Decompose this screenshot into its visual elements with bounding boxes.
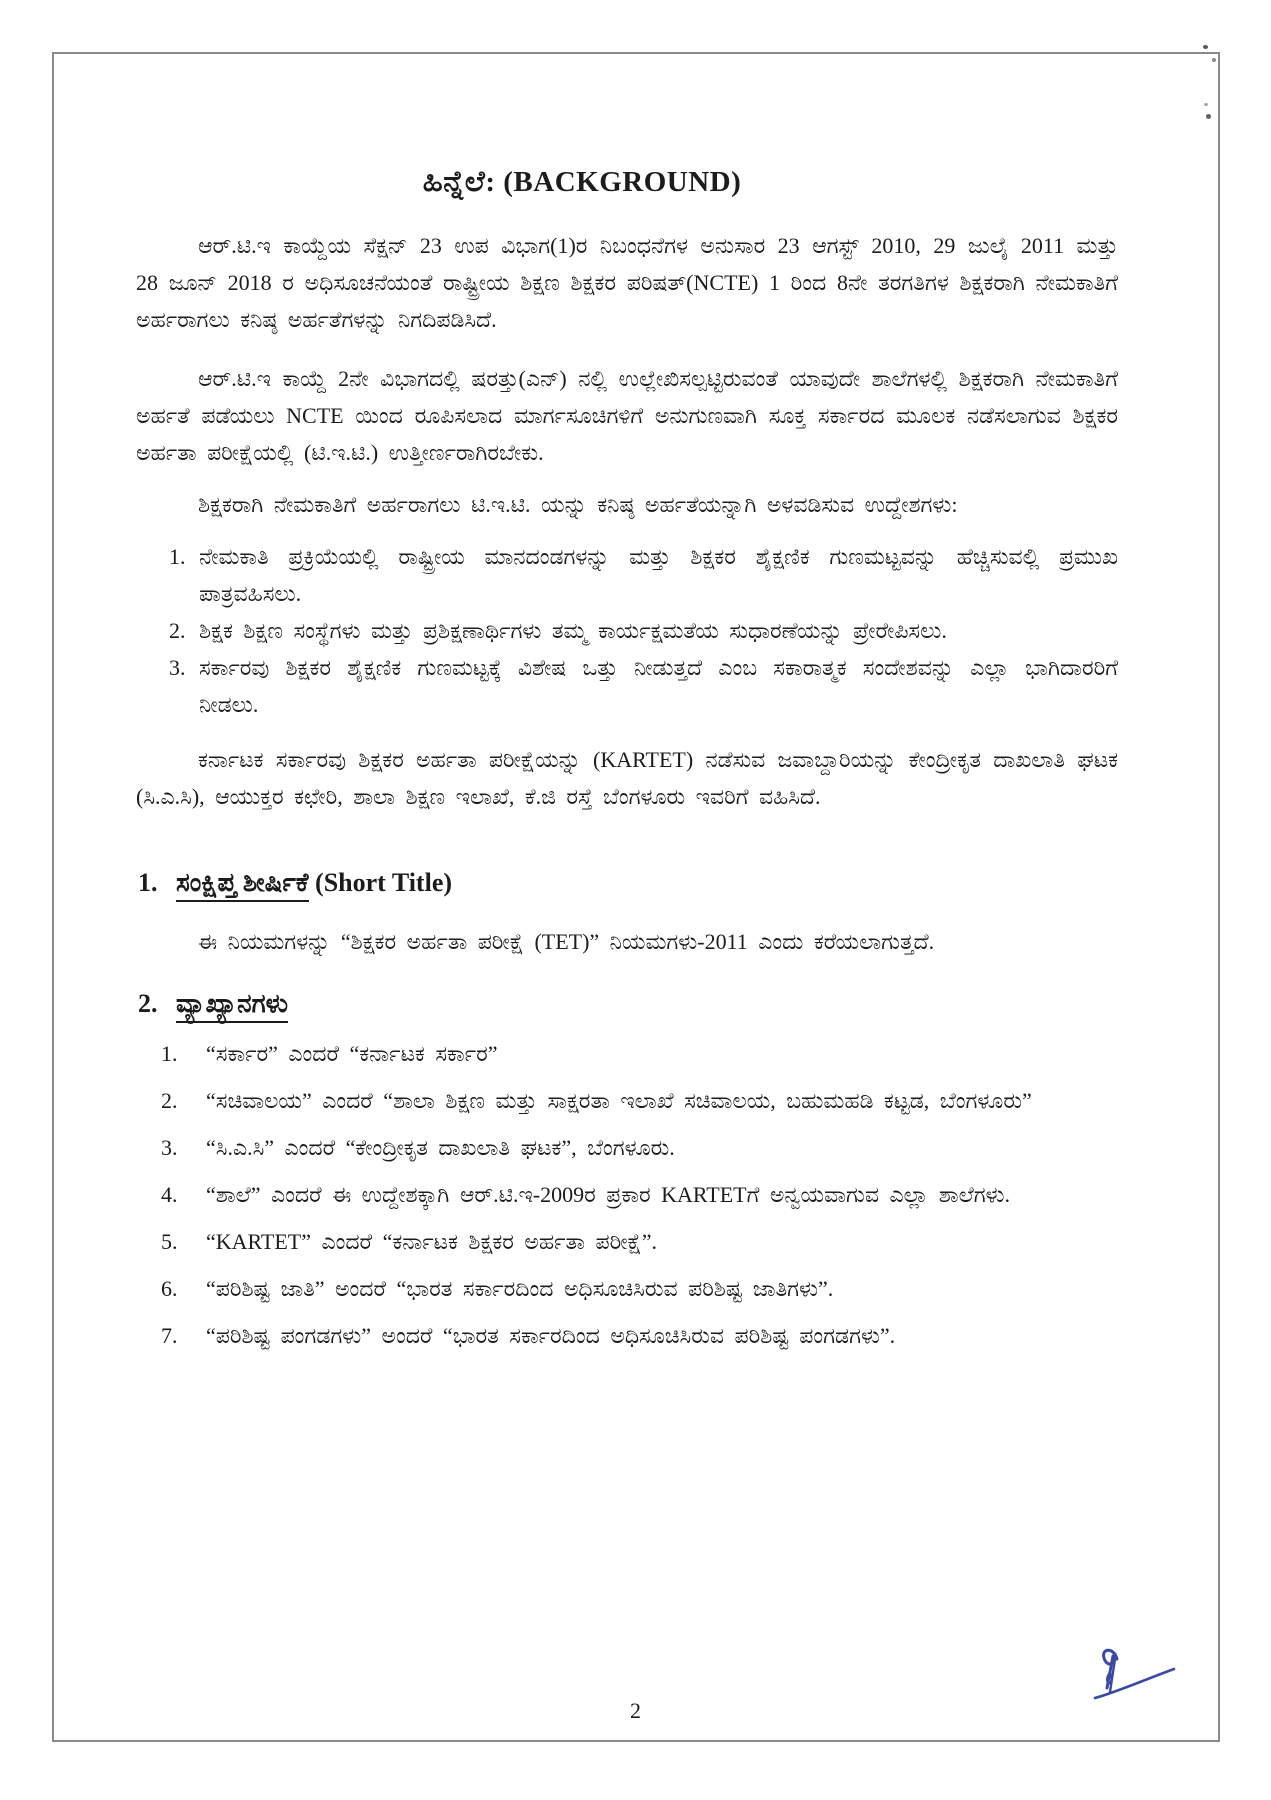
definition-text: “ಪರಿಶಿಷ್ಟ ಜಾತಿ” ಅಂದರೆ “ಭಾರತ ಸರ್ಕಾರದಿಂದ ಅಧಿಸೂಚಿಸಿರುವ ಪರಿಶಿಷ್ಟ ಜಾತಿಗಳು”. <box>206 1276 834 1301</box>
scan-speck <box>1203 45 1208 49</box>
page-number: 2 <box>630 1698 641 1723</box>
definition-number: 3. <box>161 1135 178 1160</box>
signature-icon <box>1086 1644 1178 1710</box>
scan-speck <box>1206 114 1211 119</box>
objectives-list <box>136 538 1118 723</box>
objective-text: ಸರ್ಕಾರವು ಶಿಕ್ಷಕರ ಶೈಕ್ಷಣಿಕ ಗುಣಮಟ್ಟಕ್ಕೆ ವಿಶೇಷ ಒತ್ತು ನೀಡುತ್ತದೆ ಎಂಬ ಸಕಾರಾತ್ಮಕ ಸಂದೇಶವನ್ನು ಎಲ್ಲಾ ಭಾಗಿದಾರರಿಗೆ ನೀಡಲು. <box>199 655 1118 717</box>
section-2-title-kannada: ವ್ಯಾಖ್ಯಾನಗಳು <box>176 989 288 1023</box>
definition-item-4 <box>136 1173 1118 1217</box>
background-paragraph-2: ಆರ್.ಟಿ.ಇ ಕಾಯ್ದೆ 2ನೇ ವಿಭಾಗದಲ್ಲಿ ಷರತ್ತು(ಎನ್) ನಲ್ಲಿ ಉಲ್ಲೇಖಿಸಲ್ಪಟ್ಟಿರುವಂತೆ ಯಾವುದೇ ಶಾಲೆಗಳಲ್ಲಿ ಶಿಕ್ಷಕರಾಗಿ ನೇಮಕಾತಿಗೆ ಅರ್ಹತೆ ಪಡೆಯಲು NCTE ಯಿಂದ ರೂಪಿಸಲಾದ ಮಾರ್ಗಸೂಚಿಗಳಿಗೆ ಅನುಗುಣವಾಗಿ ಸೂಕ್ತ ಸರ್ಕಾರದ ಮೂಲಕ ನಡೆಸಲಾಗುವ ಶಿಕ್ಷಕರ ಅರ್ಹತಾ ಪರೀಕ್ಷೆಯಲ್ಲಿ (ಟಿ.ಇ.ಟಿ.) ಉತ್ತೀರ್ಣರಾಗಿರಬೇಕು. <box>136 366 1118 465</box>
section-2-number: 2. <box>138 989 158 1018</box>
definition-text: “ಸಿ.ಎ.ಸಿ” ಎಂದರೆ “ಕೇಂದ್ರೀಕೃತ ದಾಖಲಾತಿ ಘಟಕ”, ಬೆಂಗಳೂರು. <box>206 1135 675 1160</box>
objectives-intro: ಶಿಕ್ಷಕರಾಗಿ ನೇಮಕಾತಿಗೆ ಅರ್ಹರಾಗಲು ಟಿ.ಇ.ಟಿ. ಯನ್ನು ಕನಿಷ್ಠ ಅರ್ಹತೆಯನ್ನಾಗಿ ಅಳವಡಿಸುವ ಉದ್ದೇಶಗಳು: <box>198 492 958 517</box>
definition-item-3 <box>136 1126 1118 1170</box>
definition-number: 2. <box>161 1088 178 1113</box>
definition-text: “ಶಾಲೆ” ಎಂದರೆ ಈ ಉದ್ದೇಶಕ್ಕಾಗಿ ಆರ್.ಟಿ.ಇ-2009ರ ಪ್ರಕಾರ KARTETಗೆ ಅನ್ವಯವಾಗುವ ಎಲ್ಲಾ ಶಾಲೆಗಳು. <box>206 1182 1011 1207</box>
definitions-list <box>136 1032 1118 1358</box>
definition-text: “KARTET” ಎಂದರೆ “ಕರ್ನಾಟಕ ಶಿಕ್ಷಕರ ಅರ್ಹತಾ ಪರೀಕ್ಷೆ”. <box>206 1229 657 1254</box>
objective-item-2 <box>136 612 1118 649</box>
definition-number: 5. <box>161 1229 178 1254</box>
objective-number: 1. <box>169 544 186 569</box>
definition-number: 6. <box>161 1276 178 1301</box>
objective-number: 3. <box>169 655 186 680</box>
objective-item-3 <box>136 649 1118 723</box>
section-1-title-kannada: ಸಂಕ್ಷಿಪ್ತ ಶೀರ್ಷಿಕೆ <box>176 868 309 902</box>
short-title-paragraph: ಈ ನಿಯಮಗಳನ್ನು “ಶಿಕ್ಷಕರ ಅರ್ಹತಾ ಪರೀಕ್ಷೆ (TET)” ನಿಯಮಗಳು-2011 ಎಂದು ಕರೆಯಲಾಗುತ್ತದೆ. <box>198 929 935 954</box>
page-border-frame <box>52 52 1220 1742</box>
section-1-heading <box>136 863 1118 903</box>
definition-text: “ಪರಿಶಿಷ್ಟ ಪಂಗಡಗಳು” ಅಂದರೆ “ಭಾರತ ಸರ್ಕಾರದಿಂದ ಅಧಿಸೂಚಿಸಿರುವ ಪರಿಶಿಷ್ಟ ಪಂಗಡಗಳು”. <box>206 1323 896 1348</box>
page-title: ಹಿನ್ನೆಲೆ: (BACKGROUND) <box>422 166 742 198</box>
section-1-title-english: (Short Title) <box>308 868 453 897</box>
scan-speck <box>1212 58 1216 62</box>
definition-item-7 <box>136 1314 1118 1358</box>
definition-item-2 <box>136 1079 1118 1123</box>
definition-text: “ಸರ್ಕಾರ” ಎಂದರೆ “ಕರ್ನಾಟಕ ಸರ್ಕಾರ” <box>206 1041 498 1066</box>
objective-item-1 <box>136 538 1118 612</box>
background-paragraph-1: ಆರ್.ಟಿ.ಇ ಕಾಯ್ದೆಯ ಸೆಕ್ಷನ್ 23 ಉಪ ವಿಭಾಗ(1)ರ ನಿಬಂಧನೆಗಳ ಅನುಸಾರ 23 ಆಗಸ್ಟ್ 2010, 29 ಜುಲೈ 2011 ಮತ್ತು 28 ಜೂನ್ 2018 ರ ಅಧಿಸೂಚನೆಯಂತೆ ರಾಷ್ಟ್ರೀಯ ಶಿಕ್ಷಣ ಶಿಕ್ಷಕರ ಪರಿಷತ್(NCTE) 1 ರಿಂದ 8ನೇ ತರಗತಿಗಳ ಶಿಕ್ಷಕರಾಗಿ ನೇಮಕಾತಿಗೆ ಅರ್ಹರಾಗಲು ಕನಿಷ್ಠ ಅರ್ಹತೆಗಳನ್ನು ನಿಗದಿಪಡಿಸಿದೆ. <box>136 233 1118 332</box>
objective-text: ಶಿಕ್ಷಕ ಶಿಕ್ಷಣ ಸಂಸ್ಥೆಗಳು ಮತ್ತು ಪ್ರಶಿಕ್ಷಣಾರ್ಥಿಗಳು ತಮ್ಮ ಕಾರ್ಯಕ್ಷಮತೆಯ ಸುಧಾರಣೆಯನ್ನು ಪ್ರೇರೇಪಿಸಲು. <box>199 618 947 643</box>
definition-number: 4. <box>161 1182 178 1207</box>
section-1-number: 1. <box>138 868 158 897</box>
definition-number: 7. <box>161 1323 178 1348</box>
objective-number: 2. <box>169 618 186 643</box>
definition-item-5 <box>136 1220 1118 1264</box>
document-content <box>54 54 1218 1361</box>
objective-text: ನೇಮಕಾತಿ ಪ್ರಕ್ರಿಯೆಯಲ್ಲಿ ರಾಷ್ಟ್ರೀಯ ಮಾನದಂಡಗಳನ್ನು ಮತ್ತು ಶಿಕ್ಷಕರ ಶೈಕ್ಷಣಿಕ ಗುಣಮಟ್ಟವನ್ನು ಹೆಚ್ಚಿಸುವಲ್ಲಿ ಪ್ರಮುಖ ಪಾತ್ರವಹಿಸಲು. <box>199 544 1118 606</box>
definition-item-1 <box>136 1032 1118 1076</box>
section-2-heading <box>136 984 1118 1024</box>
definition-text: “ಸಚಿವಾಲಯ” ಎಂದರೆ “ಶಾಲಾ ಶಿಕ್ಷಣ ಮತ್ತು ಸಾಕ್ಷರತಾ ಇಲಾಖೆ ಸಚಿವಾಲಯ, ಬಹುಮಹಡಿ ಕಟ್ಟಡ, ಬೆಂಗಳೂರು” <box>206 1088 1032 1113</box>
definition-number: 1. <box>161 1041 178 1066</box>
kartet-paragraph: ಕರ್ನಾಟಕ ಸರ್ಕಾರವು ಶಿಕ್ಷಕರ ಅರ್ಹತಾ ಪರೀಕ್ಷೆಯನ್ನು (KARTET) ನಡೆಸುವ ಜವಾಬ್ದಾರಿಯನ್ನು ಕೇಂದ್ರೀಕೃತ ದಾಖಲಾತಿ ಘಟಕ (ಸಿ.ಎ.ಸಿ), ಆಯುಕ್ತರ ಕಛೇರಿ, ಶಾಲಾ ಶಿಕ್ಷಣ ಇಲಾಖೆ, ಕೆ.ಜಿ ರಸ್ತೆ ಬೆಂಗಳೂರು ಇವರಿಗೆ ವಹಿಸಿದೆ. <box>136 747 1118 809</box>
scan-speck <box>1204 103 1208 106</box>
definition-item-6 <box>136 1267 1118 1311</box>
